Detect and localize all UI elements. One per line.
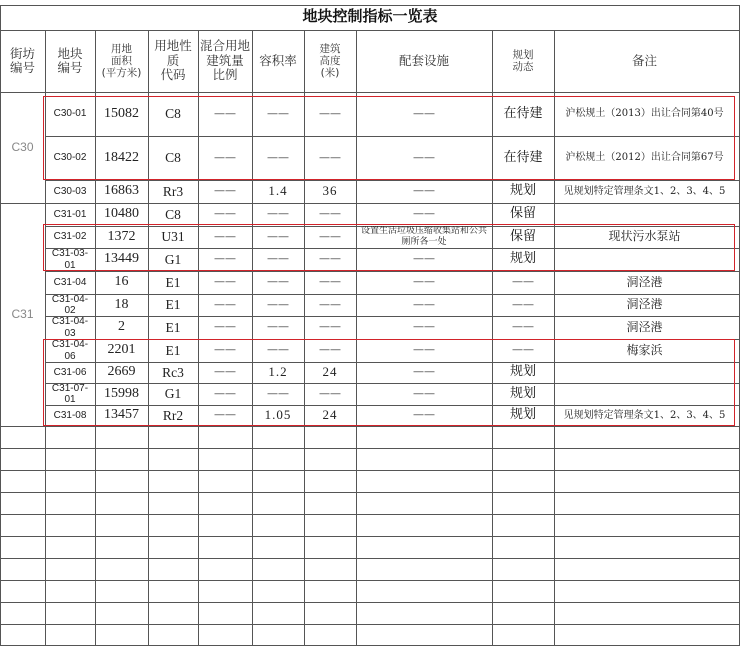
building-height: —— [319, 386, 341, 400]
empty-row-divider [0, 470, 740, 471]
planning-status: 在待建 [503, 105, 543, 121]
floor-area-ratio: —— [267, 207, 289, 221]
land-use-code: Rr2 [162, 407, 184, 423]
remarks [554, 362, 735, 383]
header-land-use: 用地性质 代码 [154, 38, 192, 83]
remarks: 洞泾港 [626, 274, 663, 289]
floor-area-ratio: —— [267, 386, 289, 400]
header-mixed-ratio: 混合用地 建筑量 比例 [200, 38, 251, 83]
floor-area-ratio: 1.05 [264, 407, 292, 423]
empty-row-divider [0, 448, 740, 449]
land-use-code: E1 [165, 297, 181, 313]
plot-id: C31-04-02 [51, 294, 89, 316]
floor-area-ratio: 1.4 [268, 183, 288, 199]
floor-area-ratio: —— [267, 229, 289, 243]
building-height: —— [319, 275, 341, 289]
supporting-facilities: —— [413, 365, 435, 379]
mixed-use-ratio: —— [214, 150, 236, 164]
floor-area-ratio: —— [267, 343, 289, 357]
floor-area-ratio: —— [267, 150, 289, 164]
plot-id: C31-01 [53, 208, 87, 220]
plot-id: C31-02 [53, 231, 87, 243]
land-area: 2201 [107, 342, 136, 358]
empty-row-divider [0, 514, 740, 515]
building-height: —— [319, 320, 341, 334]
land-use-code: Rr3 [162, 183, 184, 199]
mixed-use-ratio: —— [214, 343, 236, 357]
building-height: —— [319, 343, 341, 357]
land-area: 2 [118, 319, 125, 335]
planning-status: 规划 [509, 251, 536, 267]
planning-status: 规划 [509, 364, 536, 380]
floor-area-ratio: —— [267, 275, 289, 289]
supporting-facilities: —— [413, 320, 435, 334]
supporting-facilities: —— [413, 275, 435, 289]
building-height: —— [319, 150, 341, 164]
land-area: 18422 [104, 149, 139, 165]
land-area: 2669 [107, 364, 136, 380]
mixed-use-ratio: —— [214, 297, 236, 311]
plot-id: C31-03-01 [51, 248, 89, 271]
block-label: C31 [11, 306, 34, 321]
mixed-use-ratio: —— [214, 365, 236, 379]
table-top-border [0, 5, 740, 6]
plot-id: C31-06 [53, 366, 87, 378]
building-height: —— [319, 229, 341, 243]
building-height: 24 [322, 364, 338, 380]
supporting-facilities: —— [413, 184, 435, 198]
plot-id: C31-04 [53, 276, 87, 288]
plot-id: C31-04-03 [51, 316, 89, 339]
land-use-code: C8 [165, 150, 181, 166]
mixed-use-ratio: —— [214, 252, 236, 266]
planning-status: 在待建 [503, 149, 543, 165]
planning-status: 规划 [509, 407, 536, 423]
floor-area-ratio: —— [267, 106, 289, 120]
planning-status: —— [512, 343, 534, 357]
remarks: 现状污水泵站 [608, 229, 681, 244]
plot-id: C31-08 [53, 409, 87, 421]
planning-status: 规划 [509, 183, 536, 199]
plot-id: C30-01 [53, 108, 87, 120]
remarks: 洞泾港 [626, 319, 663, 334]
floor-area-ratio: —— [267, 252, 289, 266]
plot-id: C31-04-06 [51, 339, 89, 362]
supporting-facilities: —— [413, 252, 435, 266]
header-block-id: 街坊 编号 [9, 45, 35, 75]
remarks: 见规划特定管理条文1、2、3、4、5 [563, 185, 726, 197]
land-use-code: C8 [165, 206, 181, 222]
plot-id: C31-07-01 [51, 383, 89, 405]
building-height: —— [319, 207, 341, 221]
supporting-facilities: —— [413, 386, 435, 400]
building-height: 36 [322, 183, 338, 199]
empty-row-divider [0, 558, 740, 559]
floor-area-ratio: —— [267, 320, 289, 334]
mixed-use-ratio: —— [214, 275, 236, 289]
land-area: 15082 [104, 105, 139, 121]
land-area: 13449 [104, 251, 139, 267]
header-area: 用地 面积 (平方米) [101, 42, 142, 80]
land-use-code: Rc3 [162, 364, 184, 380]
mixed-use-ratio: —— [214, 408, 236, 422]
empty-row-divider [0, 492, 740, 493]
planning-status: 保留 [509, 206, 536, 222]
land-use-code: G1 [164, 251, 182, 267]
building-height: —— [319, 106, 341, 120]
land-area: 13457 [104, 407, 139, 423]
building-height: —— [319, 252, 341, 266]
empty-row-divider [0, 580, 740, 581]
land-use-code: C8 [165, 106, 181, 122]
land-area: 10480 [104, 206, 139, 222]
supporting-facilities: —— [413, 297, 435, 311]
land-use-code: E1 [165, 342, 181, 358]
plot-id: C30-02 [53, 152, 87, 164]
land-use-code: U31 [161, 229, 185, 245]
land-area: 16863 [104, 183, 139, 199]
remarks: 沪松规土（2013）出让合同第40号 [565, 108, 724, 120]
land-area: 15998 [104, 385, 139, 401]
supporting-facilities: —— [413, 207, 435, 221]
plot-id: C30-03 [53, 185, 87, 197]
empty-row-divider [0, 536, 740, 537]
supporting-facilities: —— [413, 343, 435, 357]
remarks [554, 203, 735, 226]
land-use-code: E1 [165, 274, 181, 290]
table-title: 地块控制指标一览表 [302, 7, 438, 26]
header-height: 建筑 高度 (米) [319, 42, 341, 80]
planning-status: —— [512, 320, 534, 334]
building-height: —— [319, 297, 341, 311]
planning-status: 规划 [509, 385, 536, 401]
mixed-use-ratio: —— [214, 207, 236, 221]
remarks: 洞泾港 [626, 297, 663, 312]
supporting-facilities: —— [413, 106, 435, 120]
remarks: 梅家浜 [626, 342, 663, 357]
land-use-code: E1 [165, 319, 181, 335]
remarks: 沪松规土（2012）出让合同第67号 [565, 152, 724, 164]
mixed-use-ratio: —— [214, 229, 236, 243]
supporting-facilities: 设置生活垃圾压缩收集站和公共厕所各一处 [360, 226, 487, 247]
empty-row-divider [0, 624, 740, 625]
mixed-use-ratio: —— [214, 386, 236, 400]
remarks [554, 248, 735, 271]
mixed-use-ratio: —— [214, 320, 236, 334]
remarks: 见规划特定管理条文1、2、3、4、5 [563, 409, 726, 421]
block-divider [0, 426, 45, 427]
header-facilities: 配套设施 [398, 52, 449, 68]
land-area: 18 [114, 296, 129, 312]
supporting-facilities: —— [413, 408, 435, 422]
block-label: C30 [11, 139, 34, 154]
land-use-code: G1 [164, 386, 182, 402]
empty-row-divider [0, 602, 740, 603]
mixed-use-ratio: —— [214, 106, 236, 120]
row-divider [45, 426, 740, 427]
header-status: 规划 动态 [512, 48, 534, 73]
planning-status: —— [512, 297, 534, 311]
remarks [554, 383, 735, 405]
header-plot-id: 地块 编号 [57, 45, 83, 75]
building-height: 24 [322, 407, 338, 423]
planning-status: 保留 [509, 228, 536, 244]
planning-status: —— [512, 275, 534, 289]
floor-area-ratio: —— [267, 297, 289, 311]
land-area: 1372 [107, 228, 136, 244]
header-far: 容积率 [259, 52, 297, 68]
land-area: 16 [114, 274, 129, 290]
supporting-facilities: —— [413, 150, 435, 164]
floor-area-ratio: 1.2 [268, 364, 288, 380]
header-remarks: 备注 [631, 52, 657, 68]
mixed-use-ratio: —— [214, 184, 236, 198]
